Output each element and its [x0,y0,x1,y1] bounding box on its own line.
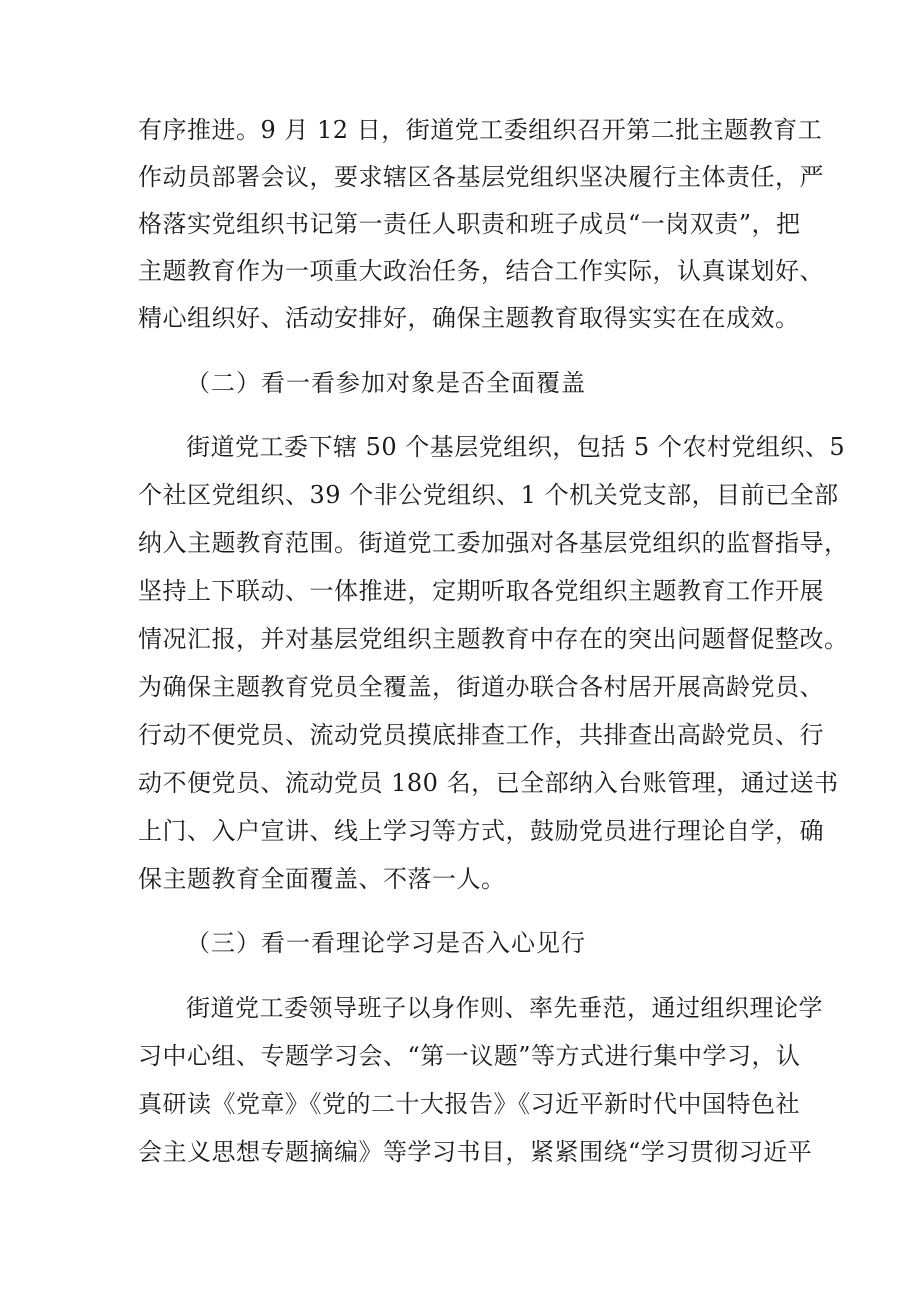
section-heading-3: （三）看一看理论学习是否入心见行 [186,929,586,957]
paragraph-1-line-4: 主题教育作为一项重大政治任务，结合工作实际，认真谋划好、 [138,257,824,285]
paragraph-2-line-5: 情况汇报，并对基层党组织主题教育中存在的突出问题督促整改。 [138,625,849,653]
paragraph-2-line-7: 行动不便党员、流动党员摸底排查工作，共排查出高龄党员、行 [138,721,824,749]
paragraph-2-line-8: 动不便党员、流动党员 180 名，已全部纳入台账管理，通过送书 [138,769,839,797]
paragraph-2-line-10: 保主题教育全面覆盖、不落一人。 [138,865,506,893]
paragraph-2-line-6: 为确保主题教育党员全覆盖，街道办联合各村居开展高龄党员、 [138,673,824,701]
paragraph-2-line-3: 纳入主题教育范围。街道党工委加强对各基层党组织的监督指导， [138,529,849,557]
paragraph-3-line-1: 街道党工委领导班子以身作则、率先垂范，通过组织理论学 [186,994,823,1022]
paragraph-3-line-3: 真研读《党章》《党的二十大报告》《习近平新时代中国特色社 [138,1090,800,1118]
paragraph-1-line-3: 格落实党组织书记第一责任人职责和班子成员“一岗双责”，把 [138,210,801,238]
paragraph-2-line-4: 坚持上下联动、一体推进，定期听取各党组织主题教育工作开展 [138,577,824,605]
paragraph-3-line-4: 会主义思想专题摘编》等学习书目，紧紧围绕“学习贯彻习近平 [138,1138,813,1166]
paragraph-2-line-9: 上门、入户宣讲、线上学习等方式，鼓励党员进行理论自学，确 [138,817,824,845]
paragraph-1-line-2: 作动员部署会议，要求辖区各基层党组织坚决履行主体责任，严 [138,163,824,191]
section-heading-2: （二）看一看参加对象是否全面覆盖 [186,369,586,397]
paragraph-3-line-2: 习中心组、专题学习会、“第一议题”等方式进行集中学习，认 [138,1042,801,1070]
paragraph-1-line-1: 有序推进。9 月 12 日，街道党工委组织召开第二批主题教育工 [138,116,823,144]
paragraph-1-line-5: 精心组织好、活动安排好，确保主题教育取得实实在在成效。 [138,304,800,332]
paragraph-2-line-1: 街道党工委下辖 50 个基层党组织，包括 5 个农村党组织、5 [186,433,846,461]
paragraph-2-line-2: 个社区党组织、39 个非公党组织、1 个机关党支部，目前已全部 [138,481,839,509]
